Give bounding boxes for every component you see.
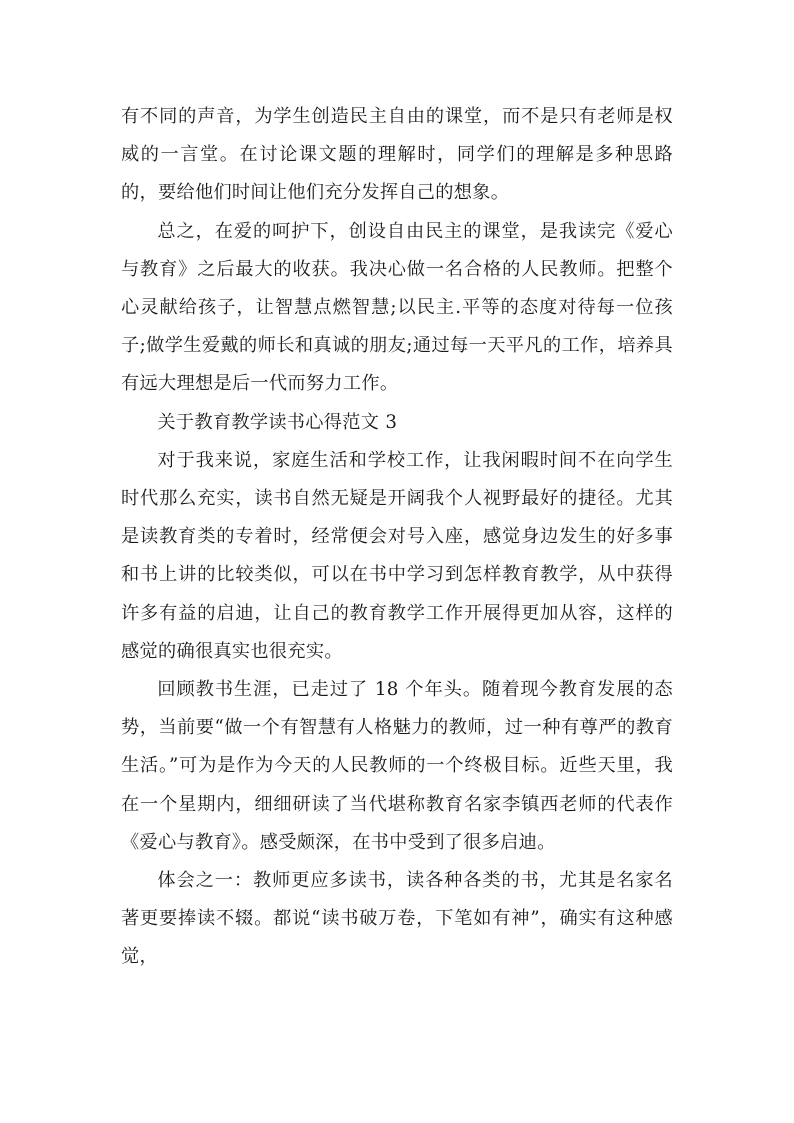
paragraph-conclusion: 总之，在爱的呵护下，创设自由民主的课堂，是我读完《爱心与教育》之后最大的收获。我决心做一名合格的人民教师。把整个心灵献给孩子，让智慧点燃智慧;以民主.平等的态度对待每一位孩子;做学生爱戴的师长和真诚的朋友;通过每一天平凡的工作，培养具有远大理想是后一代而努力工作。 bbox=[121, 220, 673, 395]
paragraph-intro: 对于我来说，家庭生活和学校工作，让我闲暇时间不在向学生时代那么充实，读书自然无疑是开阔我个人视野最好的捷径。尤其是读教育类的专着时，经常便会对号入座，感觉身边发生的好多事和书上讲的比较类似，可以在书中学习到怎样教育教学，从中获得许多有益的启迪，让自己的教育教学工作开展得更加从容，这样的感觉的确很真实也很充实。 bbox=[121, 449, 673, 662]
paragraph-continuation: 有不同的声音，为学生创造民主自由的课堂，而不是只有老师是权威的一言堂。在讨论课文题的理解时，同学们的理解是多种思路的，要给他们时间让他们充分发挥自己的想象。 bbox=[121, 106, 673, 204]
document-body bbox=[121, 98, 673, 977]
paragraph-insight-one: 体会之一：教师更应多读书，读各种各类的书，尤其是名家名著更要捧读不辍。都说“读书破万卷，下笔如有神”，确实有这种感觉， bbox=[121, 870, 673, 968]
paragraph-career: 回顾教书生涯，已走过了 18 个年头。随着现今教育发展的态势，当前要“做一个有智慧有人格魅力的教师，过一种有尊严的教育生活。”可为是作为今天的人民教师的一个终极目标。近些天里，我在一个星期内，细细研读了当代堪称教育名家李镇西老师的代表作《爱心与教育》。感受颇深，在书中受到了很多启迪。 bbox=[121, 679, 673, 853]
section-heading: 关于教育教学读书心得范文 3 bbox=[157, 411, 398, 433]
